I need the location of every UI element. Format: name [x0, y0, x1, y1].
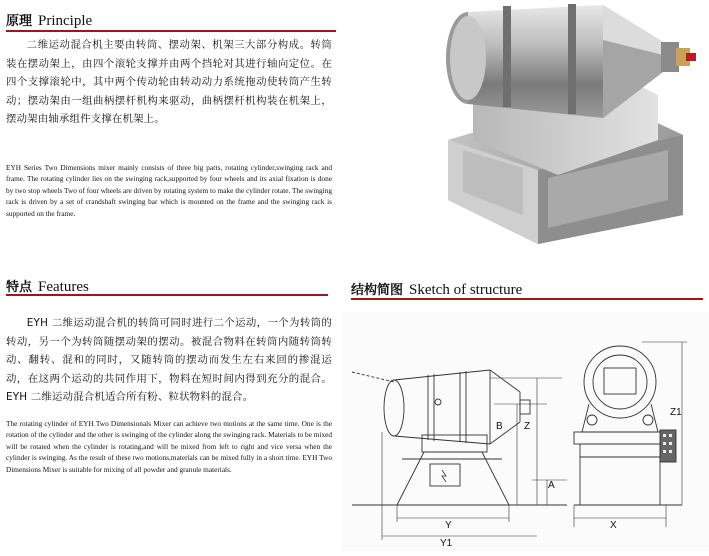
- features-title-en: Features: [38, 279, 89, 295]
- structure-heading: [351, 279, 522, 299]
- features-paragraph-zh: EYH 二维运动混合机的转筒可同时进行二个运动，一个为转筒的转动，另一个为转筒随摆动架的摆动。被混合物料在转筒内随转筒转动、翻转、混和的同时，又随转筒的摆动而发生左右来回的掺混运动，在这两个运动的共同作用下，物料在短时间内得到充分的混合。EYH 二维运动混合机适合所有粉、粒状物料的混合。: [6, 317, 332, 404]
- principle-rule: [6, 30, 336, 32]
- principle-paragraph-zh: 二维运动混合机主要由转筒、摆动架、机架三大部分构成。转筒装在摆动架上，由四个滚轮支撑并由两个挡轮对其进行轴向定位。在四个支撑滚轮中，其中两个传动轮由转动动力系统拖动使转筒产生转动；摆动架由一组曲柄摆杆机构来驱动，曲柄摆杆机构装在机架上，摆动架由轴承组件支撑在机架上。: [6, 39, 332, 126]
- features-title-zh: 特点: [6, 280, 33, 295]
- structure-rule: [351, 298, 703, 300]
- features-paragraph-en: The rotating cylinder of EYH Two Dimensionals Mixer can achieve two motions at the same time. One is the rotation of the cylinder and the other is swinging of the cylinder along the swinging rack. Materials to be mixed will be rotated when the cylinder is rotating,and will be mixed from left to right and vice versa when the cylinder is swinging. As the result of these two motions,materials can be mixed fully in a short time. EYH Two Dimensions Mixer is suitable for mixing of all powder and granule materials.: [6, 419, 332, 474]
- mixer-photo: [428, 0, 709, 244]
- dim-label-z: Z: [524, 421, 531, 432]
- dim-label-y1: Y1: [440, 538, 453, 549]
- dim-label-z1: Z1: [670, 407, 682, 418]
- principle-title-zh: 原理: [6, 14, 33, 29]
- principle-heading: [6, 10, 92, 30]
- principle-title-en: Principle: [38, 13, 93, 29]
- structure-sketch: [342, 312, 709, 551]
- structure-title-en: Sketch of structure: [409, 282, 523, 298]
- structure-title-zh: 结构简图: [351, 283, 404, 298]
- dim-label-b: B: [496, 421, 503, 432]
- principle-paragraph-en: EYH Series Two Dimensions mixer mainly consists of three big parts, rotating cylinder,swinging rack and frame. The rotating cylinder lies on the swinging rack,supported by four wheels and its axial fixation is done by two stop wheels Two of four wheels are driven by rotating system to make the cylinder rotate. The swinging rack is driven by a set of crandshaft swinging bar which is mounted on the frame and the swinging rack is supported on the frame.: [6, 163, 332, 218]
- features-rule: [6, 294, 328, 296]
- features-heading: [6, 276, 89, 296]
- dim-label-y: Y: [445, 520, 452, 531]
- dim-label-x: X: [610, 520, 617, 531]
- dim-label-a: A: [548, 480, 555, 491]
- mixer-photo-illustration: [428, 0, 709, 244]
